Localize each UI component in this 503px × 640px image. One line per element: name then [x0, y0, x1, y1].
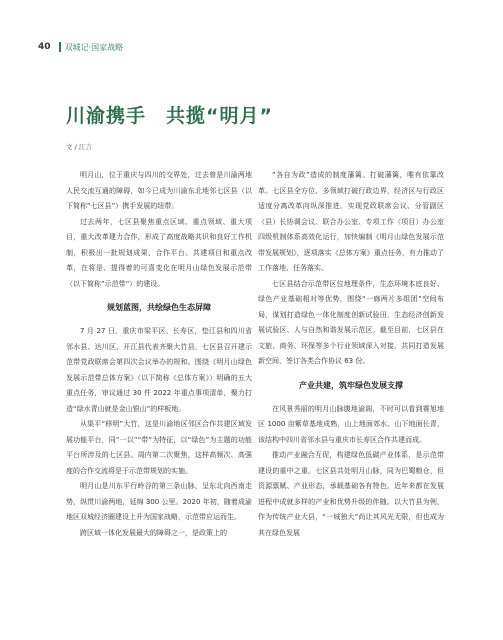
paragraph: 跨区域一体化发展最大的障碍之一，是政策上的 — [80, 528, 227, 537]
section-heading: 产业共建，筑牢绿色发展支撑 — [299, 380, 403, 390]
article-header — [66, 101, 273, 151]
paragraph: 推动产业融合互促，构建绿色低碳产业体系，是示范带建设的重中之重。七区县共处明月山脉，同为巴蜀粮仓，但资源禀赋、产业形态，承载基础各有特色，近年来都在发展进程中成就多样的产业和优势升级的伴随。以大竹县为例，作为传统产业大县，“一城独大”尚让其风光无限，但也成为其在绿色发展 — [258, 451, 444, 537]
paragraph: 从渠平“移明”大竹，这是川渝地区邻区合作共建区域发展功能平台，同“一以”“带”为特征，以“绿色”为主题的功能平台所涉及的七区县。周内第二次聚焦，这样高频次、高强度的合作交流将是于示范带规划的实施。 — [66, 420, 252, 475]
paragraph: 七区县结合示范带区位地理条件，生态环境本底良好、绿色产业基础相对等优势，围绕“一廊两片多组团”空间布局，谋划打造绿色一体化制度创新试验田，生态经济创新发展试验区、人与自然和谐发展示范区。截至目前，七区县在文旅、商务、环保等多个行业领域深入对接，共同打造发展新空间，签订各类合作协议 63 份。 — [258, 279, 444, 365]
right-column — [258, 168, 444, 541]
paragraph: 明月山，位于重庆与四川的交界处，过去曾是川渝两地人民交流互通的障碍，如今已成为川渝东北地邻七区县（以下简称“七区县”）携手发展的纽带。 — [66, 171, 252, 210]
section-heading: 规划蓝图，共绘绿色生态屏障 — [107, 303, 211, 312]
paragraph: 过去两年，七区县聚焦重点区域、重点领域、重大项目，重大改革建力合作，形成了高度战略共识和良好工作机制，积极出一批规划成果、合作平台、共建项目和重点改革，在将是、提得着的可喜变化在明月山绿色发展示范带（以下简称“示范带”）的建设。 — [66, 217, 252, 288]
section-label: 双城记·国家战略 — [64, 42, 124, 52]
paragraph: 在风景秀丽的明月山脉腹地渝阁，不时可以看到赛旭地区 1000 亩紫草基地成熟，山上地面郊水、山下地面长青，该结构中四川省邻水县与重庆市长寿区合作共建而成。 — [258, 404, 444, 444]
paragraph: “各自为政”造成的制度藩篱。打破藩篱，唯有依靠改革。七区县全方位、多领域打破行政边界，经济区与行政区适度分离改革向纵深推进。实现党政联席会议、分管副区（县）长协调会议、联合办公室、专项工作（项目）办公室四级机制体系高效化运行，加快编制《明月山绿色发展示范带发展规划》，逐项落实《总体方案》重点任务，有力推动了工作落地、任务落实。 — [258, 171, 444, 272]
paragraph: 明月山是川东平行岭谷的第三条山脉，呈东北向西南走势，纵贯川渝两地，延绵 300 公里。2020 年初，随着成渝地区双城经济圈建设上升为国家战略，示范带应运而生。 — [66, 482, 252, 521]
page-header — [38, 40, 123, 54]
header-divider — [59, 42, 61, 52]
article-author: 文 / 江言 — [66, 143, 92, 151]
article-title: 川渝携手 共揽“明月” — [66, 105, 273, 127]
left-column — [66, 168, 252, 541]
page-number: 40 — [38, 42, 51, 52]
paragraph: 7 月 27 日，重庆市梁平区、长寿区，垫江县和四川省邻水县、达川区、开江县代表齐聚大竹县，七区县召开建示范带党政联席会第四次会议举办的规和。围绕《明月山绿色发展示范带总体方案》（以下简称《总体方案》）明确的五大重点任务，审议通过 30 件 2022 年重点事项清单，聚力打造“绿水青山就是金山银山”的样板地。 — [66, 327, 252, 413]
